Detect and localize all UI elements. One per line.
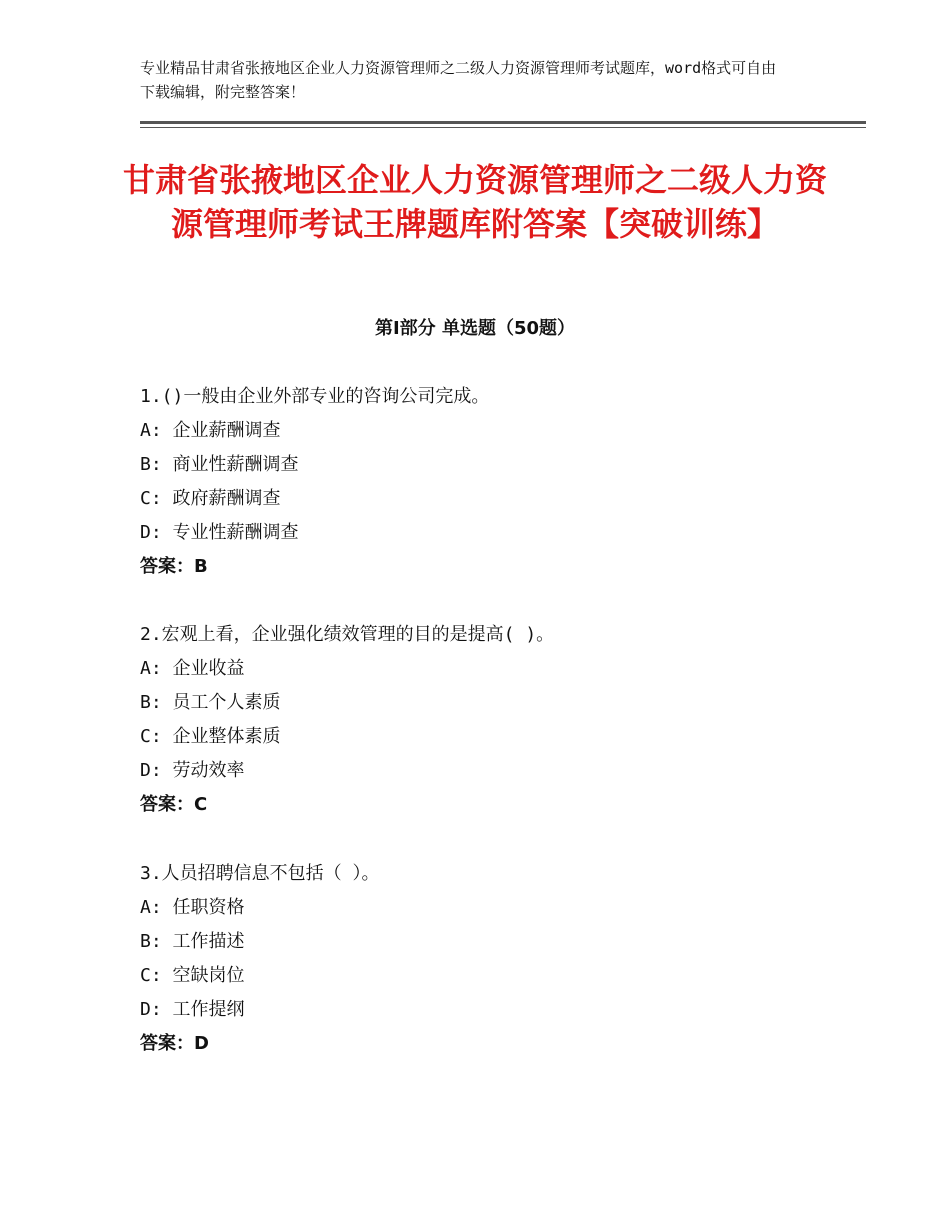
option-b: B: 工作描述: [140, 931, 245, 952]
option-c: C: 空缺岗位: [140, 965, 245, 986]
question-stem: 3.人员招聘信息不包括（ ）。: [140, 863, 380, 884]
option-d: D: 专业性薪酬调查: [140, 522, 299, 543]
option-d: D: 劳动效率: [140, 760, 245, 781]
section-heading: 第Ⅰ部分 单选题（50题）: [374, 318, 575, 339]
option-a: A: 企业薪酬调查: [140, 420, 281, 441]
header-divider-thin: [140, 127, 866, 128]
question-block: [140, 618, 840, 822]
option-b: B: 员工个人素质: [140, 692, 281, 713]
answer-line: 答案：B: [140, 556, 208, 577]
option-d: D: 工作提纲: [140, 999, 245, 1020]
option-b: B: 商业性薪酬调查: [140, 454, 299, 475]
answer-line: 答案：D: [140, 1033, 209, 1054]
answer-line: 答案：C: [140, 794, 208, 815]
question-stem: 1.()一般由企业外部专业的咨询公司完成。: [140, 386, 490, 407]
option-c: C: 企业整体素质: [140, 726, 281, 747]
document-title: 甘肃省张掖地区企业人力资源管理师之二级人力资源管理师考试王牌题库附答案【突破训练】: [122, 161, 827, 243]
option-a: A: 企业收益: [140, 658, 245, 679]
question-block: [140, 380, 840, 584]
header-divider-thick: [140, 121, 866, 124]
option-c: C: 政府薪酬调查: [140, 488, 281, 509]
header-note: 专业精品甘肃省张掖地区企业人力资源管理师之二级人力资源管理师考试题库，word格式可自由下载编辑，附完整答案！: [140, 59, 777, 101]
option-a: A: 任职资格: [140, 897, 245, 918]
question-block: [140, 857, 840, 1061]
question-stem: 2.宏观上看，企业强化绩效管理的目的是提高( )。: [140, 624, 555, 645]
